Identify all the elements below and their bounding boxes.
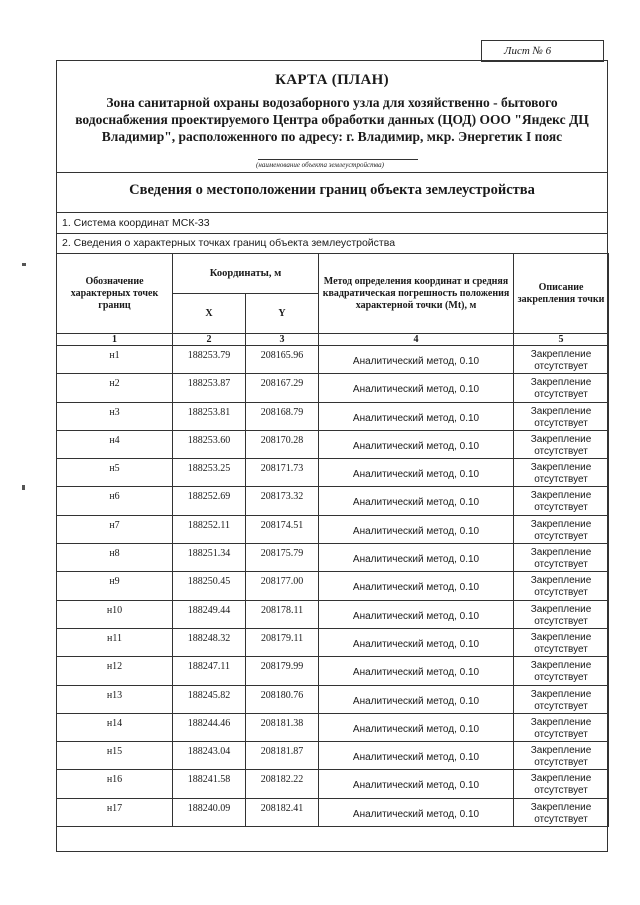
coordinate-y-cell (246, 770, 319, 798)
coordinate-y-cell (246, 544, 319, 572)
coordinate-x: 188247.11 (187, 661, 231, 673)
fixing-description-cell (514, 685, 609, 713)
table-row (57, 430, 609, 458)
coordinate-x: 188253.25 (187, 463, 231, 475)
method-cell (319, 657, 514, 685)
method-cell (319, 515, 514, 543)
fixing-description-cell (514, 459, 609, 487)
coordinate-x-cell (173, 402, 246, 430)
coordinate-x-cell (173, 544, 246, 572)
method: Аналитический метод, 0.10 (352, 752, 480, 764)
header-coordinates: Координаты, м (173, 254, 319, 294)
point-name-cell (57, 374, 173, 402)
coordinate-y-cell (246, 600, 319, 628)
coordinate-y: 208170.28 (260, 434, 304, 446)
point-name-cell (57, 798, 173, 826)
fixing-description-cell (514, 657, 609, 685)
coordinate-y: 208165.96 (260, 350, 304, 361)
object-name-hint: (наименование объекта землеустройства) (256, 161, 384, 169)
coordinate-y-cell (246, 572, 319, 600)
point-name-cell (57, 572, 173, 600)
fixing-description: Закрепление отсутствует (530, 801, 592, 825)
method: Аналитический метод, 0.10 (352, 638, 480, 650)
table-row (57, 459, 609, 487)
coordinate-x-cell (173, 770, 246, 798)
section-title: Сведения о местоположении границ объекта землеустройства (129, 182, 535, 198)
fixing-description-cell (514, 770, 609, 798)
method-cell (319, 430, 514, 458)
coordinate-x: 188251.34 (187, 548, 231, 560)
point-name: н2 (109, 378, 120, 390)
coordinate-x-cell (173, 515, 246, 543)
coordinate-y-cell (246, 459, 319, 487)
fixing-description: Закрепление отсутствует (530, 603, 592, 627)
header-method: Метод определения координат и средняя квадратическая погрешность положения характерной точки (Mt), м (319, 254, 514, 334)
fixing-description-cell (514, 515, 609, 543)
coordinate-y: 208181.87 (260, 746, 304, 758)
column-number: 2 (173, 334, 246, 346)
table-row (57, 770, 609, 798)
fixing-description-cell (514, 544, 609, 572)
table-row (57, 742, 609, 770)
point-name-cell (57, 487, 173, 515)
coordinate-x: 188243.04 (187, 746, 231, 758)
point-name: н13 (106, 689, 123, 701)
table-row (57, 487, 609, 515)
method: Аналитический метод, 0.10 (352, 610, 480, 622)
point-name-cell (57, 346, 173, 374)
fixing-description-cell (514, 628, 609, 656)
coordinate-system: 1. Система координат МСК-33 (62, 217, 210, 229)
coordinate-y-cell (246, 515, 319, 543)
point-name: н16 (106, 774, 123, 786)
fixing-description: Закрепление отсутствует (530, 547, 592, 571)
coordinate-y-cell (246, 628, 319, 656)
column-number: 3 (246, 334, 319, 346)
point-name: н5 (109, 463, 120, 475)
table-row (57, 402, 609, 430)
coordinate-y-cell (246, 430, 319, 458)
boundary-points-table (56, 253, 609, 827)
point-name-cell (57, 544, 173, 572)
method: Аналитический метод, 0.10 (352, 780, 480, 792)
coordinate-y: 208173.32 (260, 491, 304, 503)
point-name: н11 (107, 632, 122, 644)
method: Аналитический метод, 0.10 (352, 525, 480, 537)
fixing-description: Закрепление отсутствует (530, 773, 592, 797)
header-description: Описание закрепления точки (514, 254, 609, 334)
table-row (57, 600, 609, 628)
method: Аналитический метод, 0.10 (352, 808, 480, 820)
coordinate-system-divider (56, 233, 608, 234)
coordinate-y-cell (246, 487, 319, 515)
fixing-description-cell (514, 487, 609, 515)
coordinate-x: 188250.45 (187, 576, 231, 588)
method-cell (319, 600, 514, 628)
coordinate-y: 208178.11 (260, 604, 304, 616)
sheet-number: Лист № 6 (481, 40, 604, 62)
coordinate-y-cell (246, 798, 319, 826)
fixing-description-cell (514, 600, 609, 628)
table-row (57, 798, 609, 826)
table-row (57, 544, 609, 572)
point-name-cell (57, 430, 173, 458)
point-name: н10 (106, 604, 123, 616)
coordinate-x-cell (173, 742, 246, 770)
method: Аналитический метод, 0.10 (352, 469, 480, 481)
coordinate-x: 188245.82 (187, 689, 231, 701)
coordinate-y-cell (246, 402, 319, 430)
coordinate-y: 208180.76 (260, 689, 304, 701)
coordinate-x-cell (173, 430, 246, 458)
point-name: н14 (106, 717, 123, 729)
method: Аналитический метод, 0.10 (352, 412, 480, 424)
coordinate-x: 188253.79 (187, 350, 231, 361)
method-cell (319, 459, 514, 487)
method-cell (319, 572, 514, 600)
coordinate-x: 188253.81 (187, 406, 231, 418)
method-cell (319, 544, 514, 572)
method: Аналитический метод, 0.10 (352, 440, 480, 452)
coordinate-x: 188253.87 (187, 378, 231, 390)
method-cell (319, 770, 514, 798)
table-row (57, 685, 609, 713)
coordinate-x-cell (173, 600, 246, 628)
coordinate-y: 208181.38 (260, 717, 304, 729)
fixing-description: Закрепление отсутствует (530, 575, 592, 599)
object-name: Зона санитарной охраны водозаборного узла для хозяйственно - бытового водоснабжения проектируемого Центра обработки данных (ЦОД) ООО "Яндекс ДЦ Владимир", расположенного по адресу: г. Владимир, мкр. Энергетик I пояс (75, 95, 589, 144)
coordinate-x-cell (173, 628, 246, 656)
coordinate-y: 208179.11 (260, 632, 304, 644)
column-number: 5 (514, 334, 609, 346)
fixing-description: Закрепление отсутствует (530, 405, 592, 429)
point-name-cell (57, 600, 173, 628)
fixing-description-cell (514, 572, 609, 600)
fixing-description: Закрепление отсутствует (530, 716, 592, 740)
point-name-cell (57, 657, 173, 685)
scan-artifact (22, 263, 26, 266)
column-number: 1 (57, 334, 173, 346)
coordinate-y-cell (246, 742, 319, 770)
coordinate-x: 188244.46 (187, 717, 231, 729)
fixing-description-cell (514, 430, 609, 458)
coordinate-x-cell (173, 657, 246, 685)
table-body (57, 346, 609, 827)
point-name-cell (57, 685, 173, 713)
header-y: Y (246, 294, 319, 334)
coordinate-x: 188252.69 (187, 491, 231, 503)
coordinate-x: 188249.44 (187, 604, 231, 616)
coordinate-x-cell (173, 713, 246, 741)
coordinate-x-cell (173, 487, 246, 515)
coordinate-x-cell (173, 572, 246, 600)
method: Аналитический метод, 0.10 (352, 497, 480, 509)
point-name: н3 (109, 406, 120, 418)
method: Аналитический метод, 0.10 (352, 356, 480, 367)
point-name: н9 (109, 576, 120, 588)
method-cell (319, 742, 514, 770)
method: Аналитический метод, 0.10 (352, 695, 480, 707)
method-cell (319, 685, 514, 713)
method-cell (319, 402, 514, 430)
fixing-description: Закрепление отсутствует (530, 349, 592, 372)
coordinate-x-cell (173, 798, 246, 826)
fixing-description: Закрепление отсутствует (530, 631, 592, 655)
coordinate-y: 208167.29 (260, 378, 304, 390)
document-title: КАРТА (ПЛАН) (275, 72, 389, 88)
coordinate-x-cell (173, 459, 246, 487)
fixing-description: Закрепление отсутствует (530, 490, 592, 514)
fixing-description-cell (514, 402, 609, 430)
point-name: н6 (109, 491, 120, 503)
point-name: н8 (109, 548, 120, 560)
coordinate-y: 208174.51 (260, 519, 304, 531)
method: Аналитический метод, 0.10 (352, 667, 480, 679)
point-name-cell (57, 515, 173, 543)
method-cell (319, 346, 514, 374)
coordinate-y: 208175.79 (260, 548, 304, 560)
fixing-description-cell (514, 742, 609, 770)
coordinate-x: 188252.11 (187, 519, 231, 531)
fixing-description: Закрепление отсутствует (530, 518, 592, 542)
method-cell (319, 487, 514, 515)
coordinate-y-cell (246, 685, 319, 713)
fixing-description: Закрепление отсутствует (530, 745, 592, 769)
fixing-description: Закрепление отсутствует (530, 377, 592, 401)
coordinate-y: 208182.41 (260, 802, 304, 814)
method: Аналитический метод, 0.10 (352, 723, 480, 735)
fixing-description: Закрепление отсутствует (530, 660, 592, 684)
coordinate-x: 188248.32 (187, 632, 231, 644)
document-header (56, 60, 608, 172)
table-row (57, 346, 609, 374)
header-x: X (173, 294, 246, 334)
coordinate-y: 208179.99 (260, 661, 304, 673)
point-name-cell (57, 713, 173, 741)
object-name-underline (258, 159, 418, 160)
point-name-cell (57, 742, 173, 770)
fixing-description-cell (514, 798, 609, 826)
coordinate-y-cell (246, 657, 319, 685)
fixing-description: Закрепление отсутствует (530, 433, 592, 457)
table-row (57, 515, 609, 543)
point-name: н15 (106, 746, 123, 758)
point-name-cell (57, 459, 173, 487)
coordinate-y: 208171.73 (260, 463, 304, 475)
table-row (57, 572, 609, 600)
coordinate-y-cell (246, 713, 319, 741)
table-row (57, 657, 609, 685)
coordinate-x: 188241.58 (187, 774, 231, 786)
coordinate-x-cell (173, 374, 246, 402)
coordinate-y: 208177.00 (260, 576, 304, 588)
method: Аналитический метод, 0.10 (352, 582, 480, 594)
method-cell (319, 374, 514, 402)
coordinate-x-cell (173, 346, 246, 374)
table-row (57, 713, 609, 741)
coordinate-y: 208182.22 (260, 774, 304, 786)
method: Аналитический метод, 0.10 (352, 554, 480, 566)
section-divider (56, 212, 608, 213)
fixing-description-cell (514, 374, 609, 402)
method: Аналитический метод, 0.10 (352, 384, 480, 396)
header-divider (56, 172, 608, 173)
fixing-description: Закрепление отсутствует (530, 688, 592, 712)
fixing-description-cell (514, 346, 609, 374)
point-name: н7 (109, 519, 120, 531)
point-name-cell (57, 628, 173, 656)
point-name-cell (57, 402, 173, 430)
table-row (57, 628, 609, 656)
coordinate-y-cell (246, 346, 319, 374)
coordinate-y-cell (246, 374, 319, 402)
point-name: н17 (106, 802, 123, 814)
scan-artifact (22, 485, 25, 490)
column-number: 4 (319, 334, 514, 346)
fixing-description-cell (514, 713, 609, 741)
coordinate-x: 188253.60 (187, 434, 231, 446)
fixing-description: Закрепление отсутствует (530, 462, 592, 486)
point-name: н4 (109, 434, 120, 446)
points-caption: 2. Сведения о характерных точках границ объекта землеустройства (62, 237, 396, 249)
point-name-cell (57, 770, 173, 798)
point-name: н12 (106, 661, 123, 673)
coordinate-x-cell (173, 685, 246, 713)
header-point-designation: Обозначение характерных точек границ (57, 254, 173, 334)
coordinate-x: 188240.09 (187, 802, 231, 814)
coordinate-y: 208168.79 (260, 406, 304, 418)
method-cell (319, 713, 514, 741)
method-cell (319, 628, 514, 656)
method-cell (319, 798, 514, 826)
table-row (57, 374, 609, 402)
point-name: н1 (109, 350, 120, 361)
